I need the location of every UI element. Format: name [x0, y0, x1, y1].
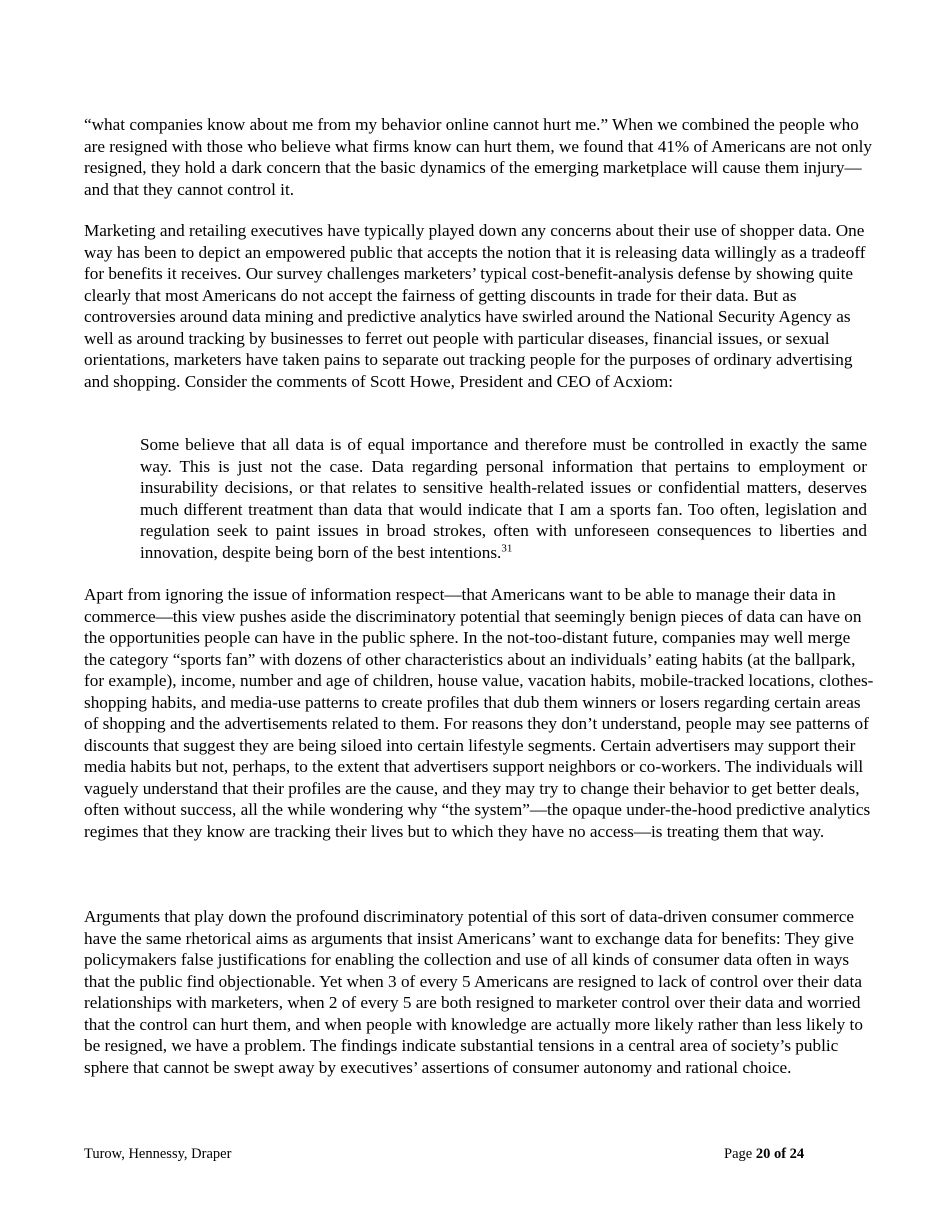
- footer-page-number: [724, 1145, 804, 1163]
- footer-authors: Turow, Hennessy, Draper: [84, 1146, 232, 1162]
- of-label: of: [773, 1146, 787, 1162]
- paragraph-3: Apart from ignoring the issue of information respect—that Americans want to be able to manage their data in commerce—this view pushes aside the discriminatory potential that seemingly benign pieces of data can have on the opportunities people can have in the public sphere. In the not-too-distant future, companies may well merge the category “sports fan” with dozens of other characteristics about an individuals’ eating habits (at the ballpark, for example), income, number and age of children, house value, vacation habits, mobile-tracked locations, clothes-shopping habits, and media-use patterns to create profiles that dub them winners or losers regarding certain areas of shopping and the advertisements related to them. For reasons they don’t understand, people may see patterns of discounts that suggest they are being siloed into certain lifestyle segments. Certain advertisers may support their media habits but not, perhaps, to the extent that advertisers support neighbors or co-workers. The individuals will vaguely understand that their profiles are the cause, and they may try to change their behavior to get better deals, often without success, all the while wondering why “the system”—the opaque under-the-hood predictive analytics regimes that they know are tracking their lives but to which they have no access—is treating them that way.: [84, 585, 874, 841]
- block-quote: [140, 434, 867, 563]
- quote-text: Some believe that all data is of equal importance and therefore must be controlled in exactly the same way. This is just not the case. Data regarding personal information that pertains to employment or insurability decisions, or that relates to sensitive health-related issues or confidential matters, deserves much different treatment than data that would indicate that I am a sports fan. Too often, legislation and regulation seek to paint issues in broad strokes, often with unforeseen consequences to liberties and innovation, despite being born of the best intentions.: [140, 435, 867, 562]
- paragraph-4: Arguments that play down the profound discriminatory potential of this sort of data-driven consumer commerce have the same rhetorical aims as arguments that insist Americans’ want to exchange data for benefits: They give policymakers false justifications for enabling the collection and use of all kinds of consumer data often in ways that the public find objectionable. Yet when 3 of every 5 Americans are resigned to lack of control over their data relationships with marketers, when 2 of every 5 are both resigned to marketer control over their data and worried that the control can hurt them, and when people with knowledge are actually more likely rather than less likely to be resigned, we have a problem. The findings indicate substantial tensions in a central area of society’s public sphere that cannot be swept away by executives’ assertions of consumer autonomy and rational choice.: [84, 907, 863, 1077]
- paragraph-1: “what companies know about me from my behavior online cannot hurt me.” When we combined the people who are resigned with those who believe what firms know can hurt them, we found that 41% of Americans are not only resigned, they hold a dark concern that the basic dynamics of the emerging marketplace will cause them injury—and that they cannot control it.: [84, 115, 873, 199]
- total-pages: 24: [789, 1146, 805, 1162]
- paragraph-2: Marketing and retailing executives have typically played down any concerns about their use of shopper data. One way has been to depict an empowered public that accepts the notion that it is releasing data willingly as a tradeoff for benefits it receives. Our survey challenges marketers’ typical cost-benefit-analysis defense by showing quite clearly that most Americans do not accept the fairness of getting discounts in trade for their data. But as controversies around data mining and predictive analytics have swirled around the National Security Agency as well as around tracking by businesses to ferret out people with particular diseases, financial issues, or sexual orientations, marketers have taken pains to separate out tracking people for the purposes of ordinary advertising and shopping. Consider the comments of Scott Howe, President and CEO of Acxiom:: [84, 221, 866, 391]
- current-page: 20: [755, 1146, 771, 1162]
- footnote-marker[interactable]: 31: [501, 541, 513, 554]
- page-label: Page: [724, 1146, 753, 1162]
